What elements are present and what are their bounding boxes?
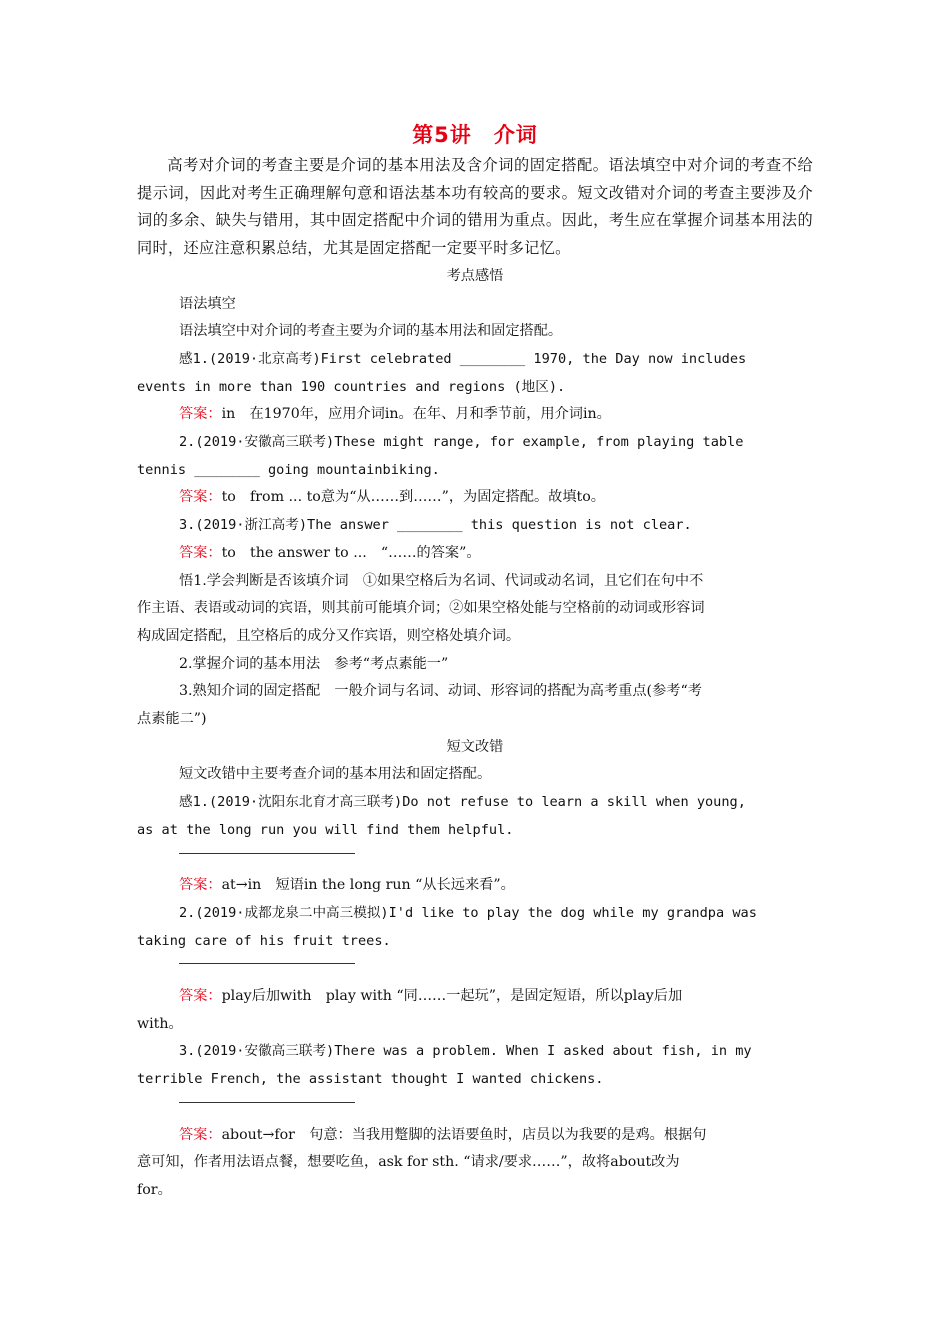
lesson-number: 第5讲: [412, 123, 472, 147]
tip-line: 2.掌握介词的基本用法 参考“考点素能一”: [179, 655, 449, 672]
question-line: as at the long run you will find them helpful.: [137, 821, 514, 838]
question-line: terrible French, the assistant thought I wanted chickens.: [137, 1071, 604, 1088]
answer-label: 答案：: [179, 877, 222, 894]
question-line: taking care of his fruit trees.: [137, 932, 391, 949]
page-title: [137, 118, 813, 152]
answer-blank-underline: [137, 955, 813, 983]
tip-line: 3.熟知介词的固定搭配 一般介词与名词、动词、形容词的搭配为高考重点(参考“考: [179, 683, 702, 700]
subheading-grammar-fill: 语法填空: [179, 295, 236, 312]
answer-line: [137, 401, 813, 429]
answer-continuation: with。: [137, 1015, 183, 1032]
answer-label: 答案：: [179, 1126, 222, 1143]
section-heading-correction: 短文改错: [446, 738, 504, 755]
question-line: 感1.(2019·北京高考)First celebrated ________ 1970, the Day now includes: [179, 350, 747, 367]
question-line: 2.(2019·安徽高三联考)These might range, for example, from playing table: [179, 434, 744, 451]
answer-continuation: for。: [137, 1181, 172, 1198]
tip-line: 悟1.学会判断是否该填介词 ①如果空格后为名词、代词或动名词，且它们在句中不: [179, 572, 704, 589]
answer-line: [137, 983, 813, 1011]
answer-label: 答案：: [179, 489, 222, 506]
answer-text: at→in 短语in the long run “从长远来看”。: [221, 877, 515, 894]
answer-line: [137, 872, 813, 900]
answer-text: in 在1970年，应用介词in。在年、月和季节前，用介词in。: [221, 406, 611, 423]
tip-line: 作主语、表语或动词的宾语，则其前可能填介词；②如果空格处能与空格前的动词或形容词: [137, 600, 705, 617]
question-line: 3.(2019·浙江高考)The answer ________ this question is not clear.: [179, 517, 692, 534]
section-lead: 语法填空中对介词的考查主要为介词的基本用法和固定搭配。: [179, 323, 563, 340]
question-line: 2.(2019·成都龙泉二中高三模拟)I'd like to play the dog while my grandpa was: [179, 904, 757, 921]
answer-line: [137, 484, 813, 512]
answer-label: 答案：: [179, 406, 222, 423]
answer-line: [137, 1122, 813, 1150]
tip-line: 点素能二”): [137, 711, 207, 728]
question-line: events in more than 190 countries and regions (地区).: [137, 378, 566, 395]
intro-paragraph: 高考对介词的考查主要是介词的基本用法及含介词的固定搭配。语法填空中对介词的考查不给提示词，因此对考生正确理解句意和语法基本功有较高的要求。短文改错对介词的考查主要涉及介词的多余、缺失与错用，其中固定搭配中介词的错用为重点。因此，考生应在掌握介词基本用法的同时，还应注意积累总结，尤其是固定搭配一定要平时多记忆。: [137, 156, 813, 258]
tip-line: 构成固定搭配，且空格后的成分又作宾语，则空格处填介词。: [137, 627, 521, 644]
answer-text: about→for 句意：当我用蹩脚的法语要鱼时，店员以为我要的是鸡。根据句: [221, 1126, 707, 1143]
question-line: tennis ________ going mountainbiking.: [137, 461, 440, 478]
answer-label: 答案：: [179, 544, 222, 561]
answer-label: 答案：: [179, 988, 222, 1005]
answer-continuation: 意可知，作者用法语点餐，想要吃鱼，ask for sth. “请求/要求……”，故将about改为: [137, 1154, 680, 1171]
document-page: [137, 118, 813, 1205]
section-heading-kaodian: 考点感悟: [446, 267, 504, 284]
answer-text: to from ... to意为“从……到……”，为固定搭配。故填to。: [221, 489, 605, 506]
answer-line: [137, 540, 813, 568]
lesson-topic: 介词: [493, 123, 538, 147]
answer-blank-underline: [137, 845, 813, 873]
question-line: 3.(2019·安徽高三联考)There was a problem. When I asked about fish, in my: [179, 1043, 752, 1060]
answer-blank-underline: [137, 1094, 813, 1122]
answer-text: play后加with play with “同……一起玩”，是固定短语，所以play后加: [221, 988, 683, 1005]
question-line: 感1.(2019·沈阳东北育才高三联考)Do not refuse to learn a skill when young,: [179, 794, 746, 811]
answer-text: to the answer to ... “……的答案”。: [221, 544, 481, 561]
section-lead: 短文改错中主要考查介词的基本用法和固定搭配。: [179, 766, 492, 783]
